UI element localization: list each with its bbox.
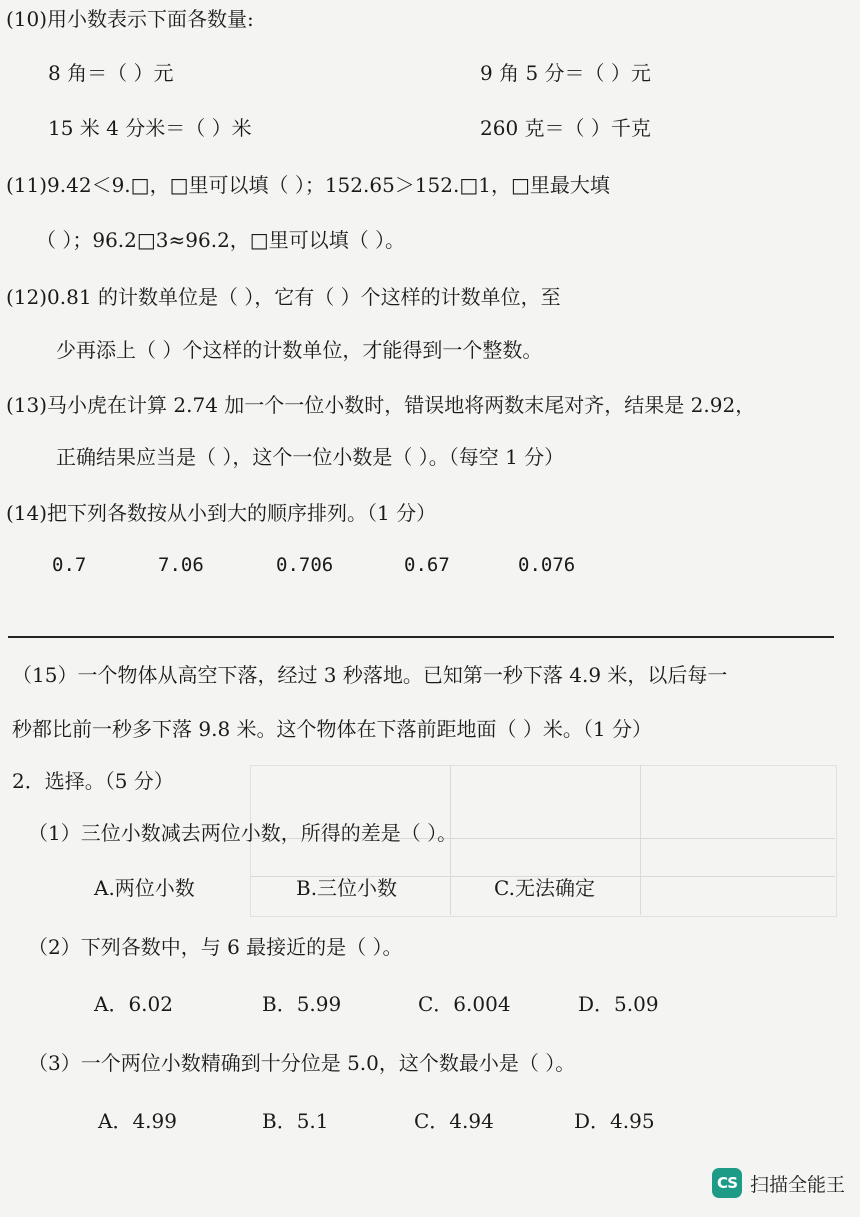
choice-q3-option: C．4.94 [414, 1109, 494, 1133]
q14-number: 7.06 [158, 554, 204, 576]
choice-q2-option: B．5.99 [262, 992, 342, 1016]
q14-number: 0.67 [404, 554, 450, 576]
choice-q1-option: A.两位小数 [94, 876, 195, 900]
choice-q3-option: A．4.99 [98, 1109, 177, 1133]
q11-line1: (11)9.42＜9.□，□里可以填（ ）；152.65＞152.□1，□里最大填 [6, 173, 610, 197]
choice-q2-option: C．6.004 [418, 992, 511, 1016]
camscanner-watermark [712, 1168, 845, 1198]
q12-line2: 少再添上（ ）个这样的计数单位，才能得到一个整数。 [56, 338, 543, 362]
q10-item-c: 15 米 4 分米＝（ ）米 [48, 116, 252, 140]
q13-line2: 正确结果应当是（ ），这个一位小数是（ ）。（每空 1 分） [56, 445, 565, 469]
q14-number: 0.076 [518, 554, 576, 576]
choice-q2-option: A．6.02 [94, 992, 173, 1016]
camscanner-label: 扫描全能王 [750, 1173, 846, 1196]
choice-q1-option: C.无法确定 [494, 876, 595, 900]
q12-line1: (12)0.81 的计数单位是（ ），它有（ ）个这样的计数单位，至 [6, 285, 561, 309]
choice-q3-option: D．4.95 [574, 1109, 655, 1133]
divider-line [8, 636, 834, 638]
q10-item-b: 9 角 5 分＝（ ）元 [480, 61, 651, 85]
choice-q2-stem: （2）下列各数中，与 6 最接近的是（ ）。 [28, 935, 403, 959]
choice-q1-option: B.三位小数 [296, 876, 398, 900]
choice-q3-stem: （3）一个两位小数精确到十分位是 5.0，这个数最小是（ ）。 [28, 1051, 576, 1075]
q14-number: 0.706 [276, 554, 334, 576]
q10-item-d: 260 克＝（ ）千克 [480, 116, 651, 140]
q13-line1: (13)马小虎在计算 2.74 加一个一位小数时，错误地将两数末尾对齐，结果是 2.92， [6, 393, 756, 417]
camscanner-icon: CS [712, 1168, 742, 1198]
q14-number: 0.7 [52, 554, 87, 576]
q10-item-a: 8 角＝（ ）元 [48, 61, 174, 85]
q15-line1: （15）一个物体从高空下落，经过 3 秒落地。已知第一秒下落 4.9 米，以后每一 [12, 663, 728, 687]
q14-title: (14)把下列各数按从小到大的顺序排列。（1 分） [6, 501, 437, 525]
q15-line2: 秒都比前一秒多下落 9.8 米。这个物体在下落前距地面（ ）米。（1 分） [12, 717, 652, 741]
q10-title: (10)用小数表示下面各数量: [6, 7, 254, 31]
choice-q2-option: D．5.09 [578, 992, 659, 1016]
choice-q3-option: B．5.1 [262, 1109, 329, 1133]
q11-line2: （ ）；96.2□3≈96.2，□里可以填（ ）。 [36, 228, 406, 252]
bleed-through-line [640, 765, 641, 915]
choice-q1-stem: （1）三位小数减去两位小数，所得的差是（ ）。 [28, 821, 458, 845]
section2-title: 2．选择。（5 分） [12, 769, 174, 793]
